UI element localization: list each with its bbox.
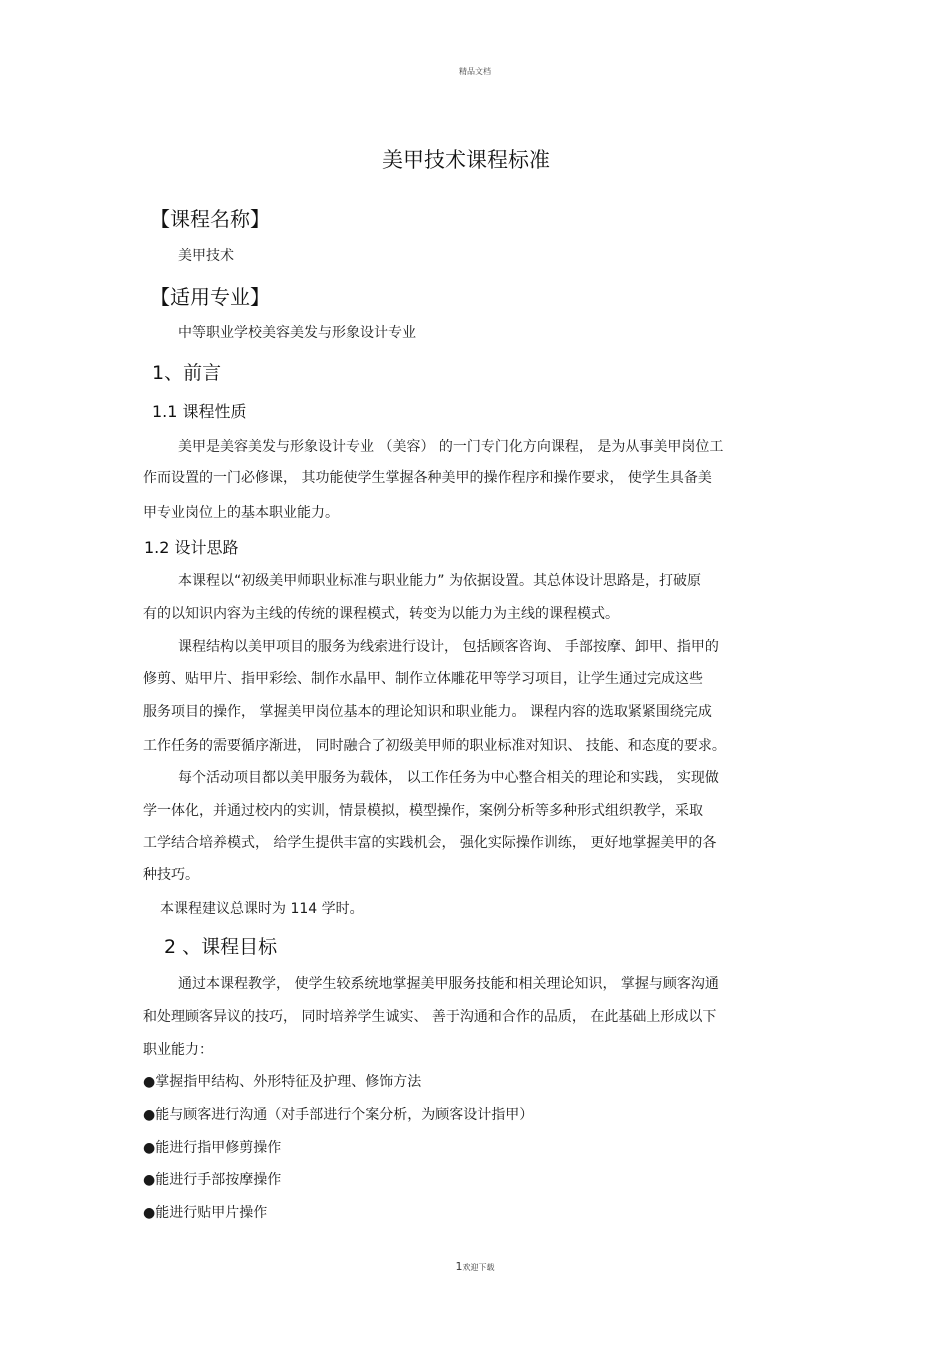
- section1-1-heading: 1.1 课程性质: [152, 402, 247, 421]
- paragraph-line: 甲专业岗位上的基本职业能力。: [143, 505, 339, 521]
- bullet-item: ●能进行贴甲片操作: [143, 1205, 268, 1221]
- paragraph-line: 服务项目的操作， 掌握美甲岗位基本的理论知识和职业能力。 课程内容的选取紧紧围绕完成: [143, 704, 712, 720]
- section2-heading: 2 、课程目标: [164, 936, 278, 958]
- paragraph-line: 本课程以“初级美甲师职业标准与职业能力” 为依据设置。其总体设计思路是，打破原: [178, 573, 701, 589]
- page-number: 1: [455, 1260, 463, 1273]
- paragraph-line: 本课程建议总课时为 114 学时。: [160, 901, 364, 917]
- footer-note: 欢迎下载: [462, 1263, 495, 1272]
- paragraph-line: 学一体化，并通过校内的实训，情景模拟，模型操作，案例分析等多种形式组织教学，采取: [143, 803, 703, 819]
- course-name-heading: 【课程名称】: [150, 207, 270, 231]
- paragraph-line: 每个活动项目都以美甲服务为载体， 以工作任务为中心整合相关的理论和实践， 实现做: [178, 770, 719, 786]
- major-value: 中等职业学校美容美发与形象设计专业: [178, 325, 416, 341]
- bullet-item: ●能进行指甲修剪操作: [143, 1140, 282, 1156]
- paragraph-line: 有的以知识内容为主线的传统的课程模式，转变为以能力为主线的课程模式。: [143, 606, 619, 622]
- paragraph-line: 通过本课程教学， 使学生较系统地掌握美甲服务技能和相关理论知识， 掌握与顾客沟通: [178, 976, 719, 992]
- course-name-value: 美甲技术: [178, 248, 234, 264]
- bullet-item: ●掌握指甲结构、外形特征及护理、修饰方法: [143, 1074, 422, 1090]
- paragraph-line: 作而设置的一门必修课， 其功能使学生掌握各种美甲的操作程序和操作要求， 使学生具备美: [143, 470, 712, 486]
- paragraph-line: 课程结构以美甲项目的服务为线索进行设计， 包括顾客咨询、 手部按摩、卸甲、指甲的: [178, 639, 719, 655]
- document-title: 美甲技术课程标准: [382, 148, 550, 172]
- bullet-item: ●能与顾客进行沟通（对手部进行个案分析，为顾客设计指甲）: [143, 1107, 534, 1123]
- paragraph-line: 工学结合培养模式， 给学生提供丰富的实践机会， 强化实际操作训练， 更好地掌握美甲的各: [143, 835, 717, 851]
- page-footer: [0, 1260, 950, 1273]
- section1-heading: 1、前言: [152, 362, 222, 384]
- paragraph-line: 修剪、贴甲片、指甲彩绘、制作水晶甲、制作立体雕花甲等学习项目，让学生通过完成这些: [143, 671, 703, 687]
- paragraph-line: 职业能力：: [143, 1042, 213, 1058]
- section1-2-heading: 1.2 设计思路: [144, 538, 239, 557]
- page-header-note: 精品文档: [459, 67, 491, 76]
- bullet-item: ●能进行手部按摩操作: [143, 1172, 282, 1188]
- paragraph-line: 美甲是美容美发与形象设计专业 （美容） 的一门专门化方向课程， 是为从事美甲岗位工: [178, 439, 724, 455]
- paragraph-line: 种技巧。: [143, 867, 199, 883]
- paragraph-line: 和处理顾客异议的技巧， 同时培养学生诚实、 善于沟通和合作的品质， 在此基础上形成以下: [143, 1009, 717, 1025]
- major-heading: 【适用专业】: [150, 285, 270, 309]
- paragraph-line: 工作任务的需要循序渐进， 同时融合了初级美甲师的职业标准对知识、 技能、和态度的要求。: [143, 738, 726, 754]
